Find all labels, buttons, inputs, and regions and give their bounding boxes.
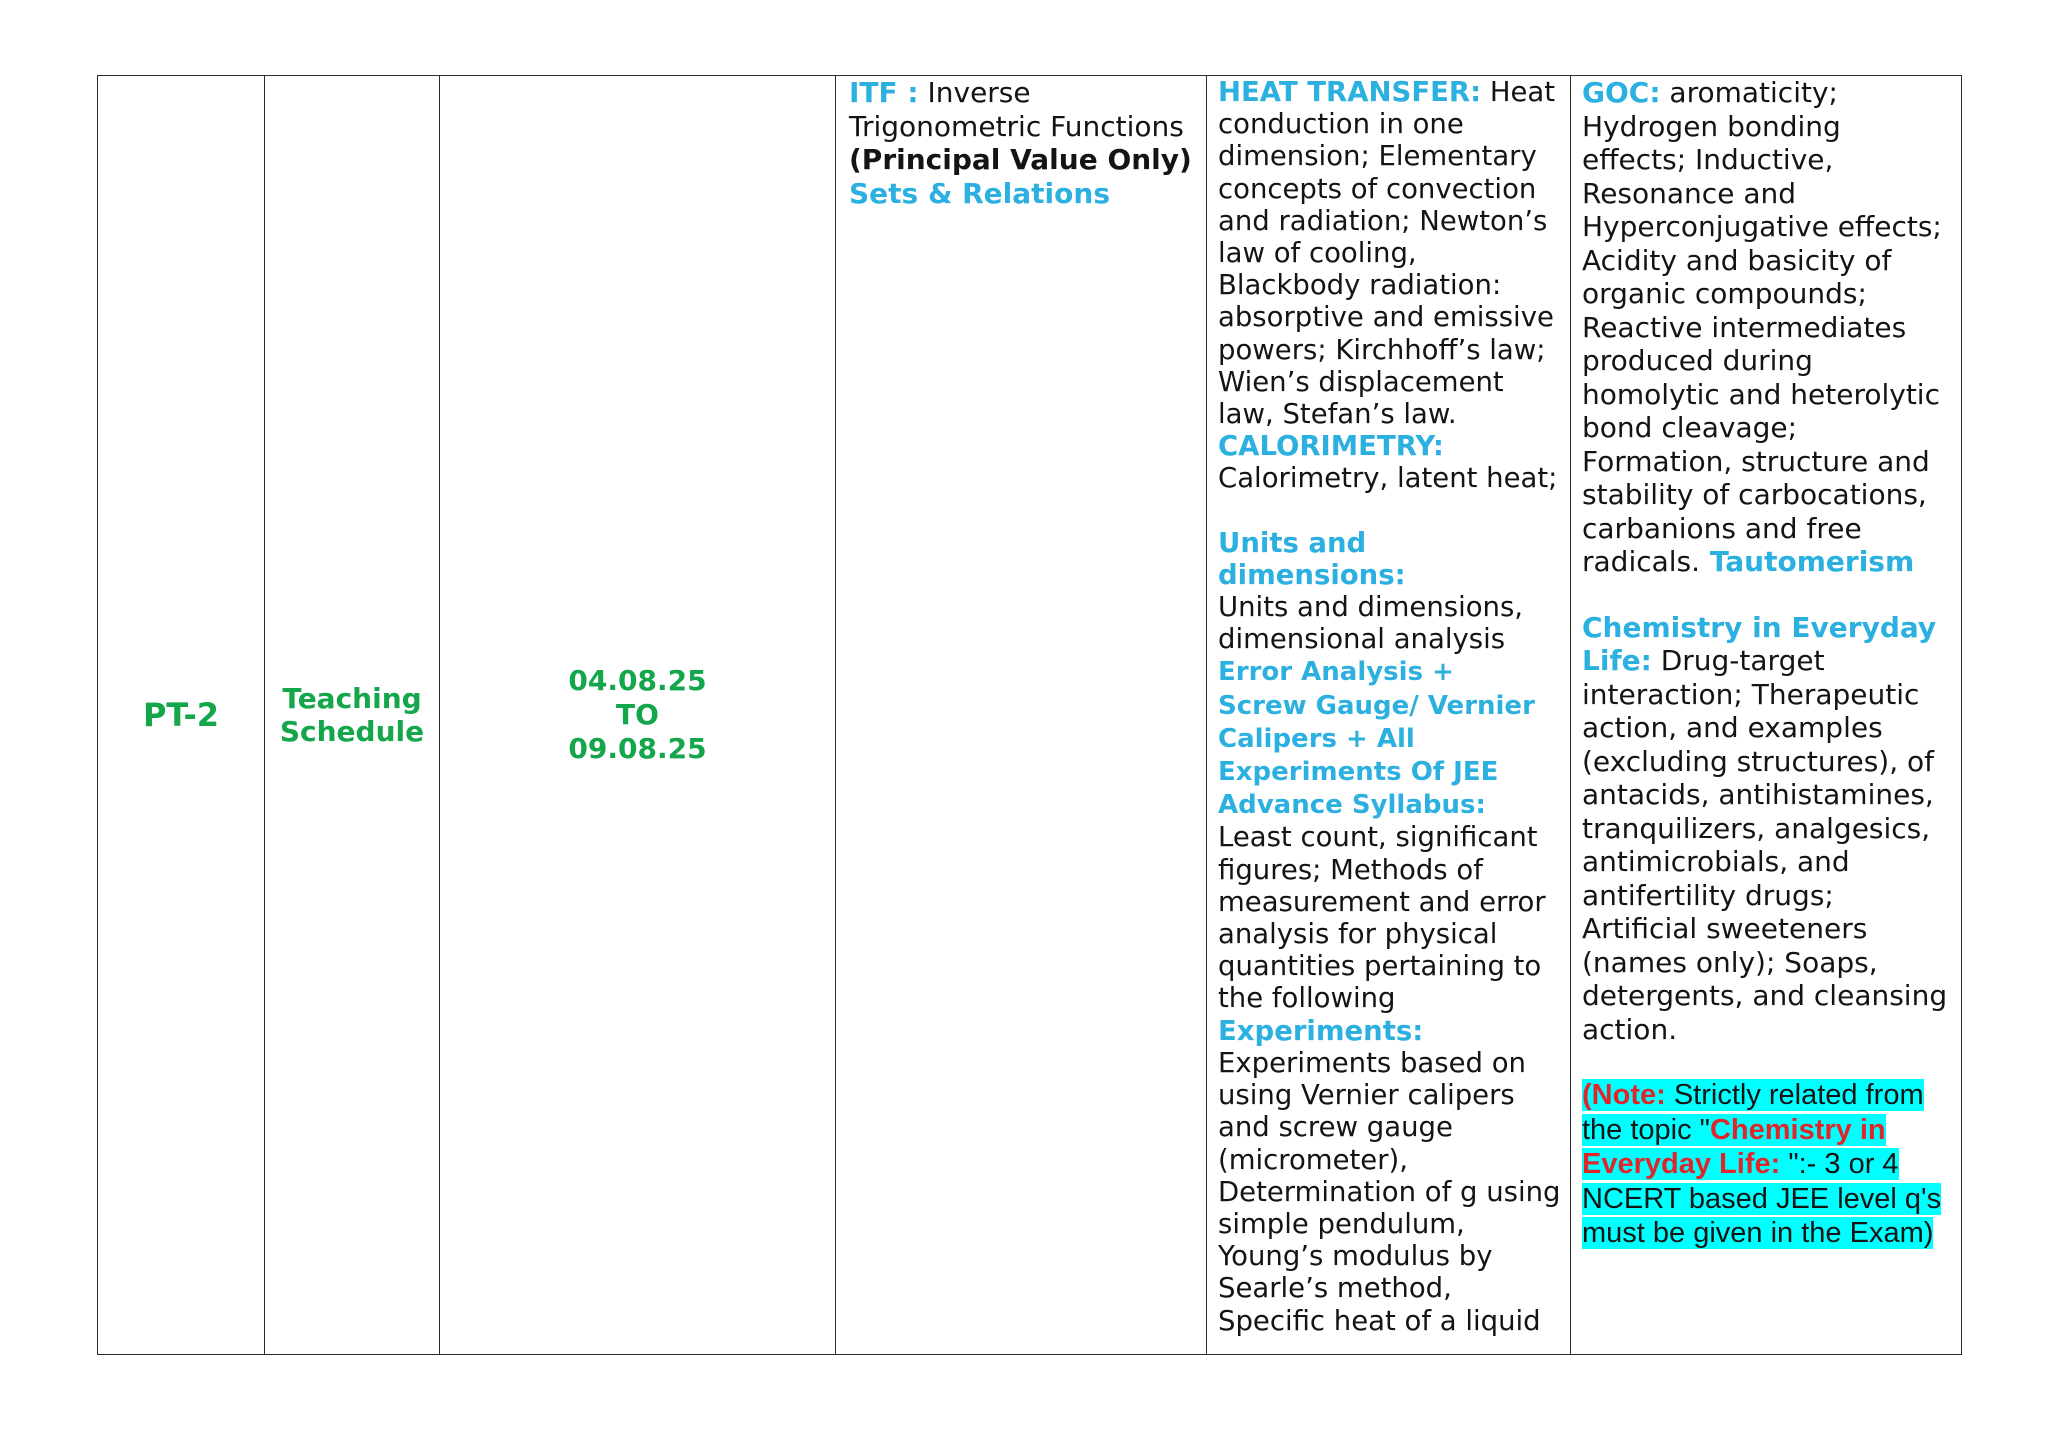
goc-text: aromaticity; Hydrogen bonding effects; Inductive, Resonance and Hyperconjugative effects; Acidity and basicity of organic compounds; Reactive intermediates produced during homolytic and heterolytic bond cleavage; Formation, structure and stability of carbocations, carbanions and free radicals. (1582, 76, 1942, 578)
everyday-heading: Chemistry in Everyday Life: (1582, 610, 1937, 677)
date-cell (440, 76, 836, 1355)
tautomerism-heading: Tautomerism (1700, 545, 1915, 578)
experiments-heading: Experiments: (1218, 1014, 1424, 1047)
type-line-2: Schedule (279, 715, 425, 748)
type-line-1: Teaching (282, 682, 422, 715)
itf-note: (Principal Value Only) (849, 143, 1192, 176)
physics-cell (1207, 76, 1571, 1355)
calorimetry-text: Calorimetry, latent heat; (1218, 462, 1558, 495)
calorimetry-heading: CALORIMETRY: (1218, 430, 1444, 463)
date-to-word: TO (616, 698, 659, 731)
test-cell (98, 76, 265, 1355)
note-text-2: ":- 3 or 4 NCERT based JEE level q's must be given in the Exam) (1582, 1148, 1942, 1249)
date-to: 09.08.25 (568, 732, 707, 765)
heat-heading: HEAT TRANSFER: (1218, 76, 1482, 108)
test-name: PT-2 (142, 696, 220, 734)
everyday-text: Drug-target interaction; Therapeutic action, and examples (excluding structures), of antacids, antihistamines, tranquilizers, analgesics, antimicrobials, and antifertility drugs; Artificial sweeteners (names only); Soaps, detergents, and cleansing action. (1582, 644, 1948, 1046)
exam-note (1582, 1079, 1941, 1249)
goc-heading: GOC: (1582, 76, 1661, 109)
sets-heading: Sets & Relations (849, 176, 1110, 210)
type-cell (265, 76, 440, 1355)
schedule-table (97, 75, 1962, 1355)
units-heading: Units and dimensions: (1218, 526, 1406, 591)
note-open: (Note: (1582, 1079, 1666, 1111)
error-text: Least count, significant figures; Methods of measurement and error analysis for physical quantities pertaining to the following (1218, 821, 1546, 1015)
maths-cell (836, 76, 1207, 1355)
error-heading-2: Screw Gauge/ Vernier Calipers + All Experiments Of JEE Advance Syllabus: (1218, 690, 1535, 821)
note-text-1: Strictly related from the topic " (1582, 1079, 1924, 1146)
heat-text: Heat conduction in one dimension; Elementary concepts of convection and radiation; Newton’s law of cooling, Blackbody radiation: absorptive and emissive powers; Kirchhoff’s law; Wien’s displacement law, Stefan’s law. (1218, 76, 1556, 431)
table-row (98, 76, 1962, 1355)
error-heading-1: Error Analysis + (1218, 657, 1454, 688)
itf-text: Inverse Trigonometric Functions (849, 76, 1184, 143)
itf-heading: ITF : (849, 76, 919, 109)
experiments-text: Experiments based on using Vernier calipers and screw gauge (micrometer), Determination of g using simple pendulum, Young’s modulus by Searle’s method, Specific heat of a liquid (1218, 1046, 1561, 1337)
date-from: 04.08.25 (568, 664, 707, 697)
note-topic: Chemistry in Everyday Life: (1582, 1113, 1886, 1180)
chemistry-cell (1571, 76, 1962, 1355)
units-text: Units and dimensions, dimensional analysis (1218, 591, 1524, 656)
